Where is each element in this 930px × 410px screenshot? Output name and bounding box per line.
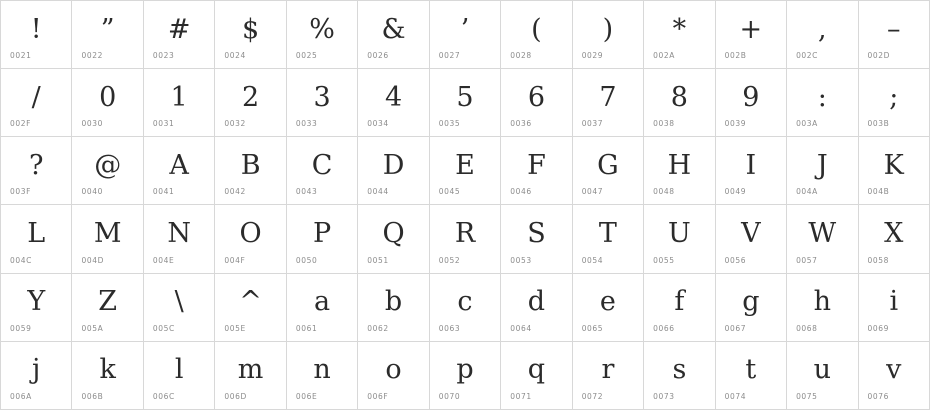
glyph-cell-0058 xyxy=(859,205,930,273)
glyph-character: E xyxy=(455,149,475,181)
glyph-cell-005E xyxy=(215,274,286,342)
glyph-cell-006A xyxy=(1,342,72,410)
glyph-cell-006B xyxy=(72,342,143,410)
glyph-cell-0057 xyxy=(787,205,858,273)
glyph-cell-0023 xyxy=(144,1,215,69)
glyph-codepoint: 004D xyxy=(81,255,104,265)
glyph-character: I xyxy=(745,149,757,181)
glyph-cell-0071 xyxy=(501,342,572,410)
glyph-cell-0039 xyxy=(716,69,787,137)
glyph-character: P xyxy=(312,217,332,249)
glyph-character: ) xyxy=(602,13,614,45)
glyph-cell-0040 xyxy=(72,137,143,205)
glyph-cell-0048 xyxy=(644,137,715,205)
glyph-codepoint: 003F xyxy=(10,187,32,197)
glyph-character: e xyxy=(599,286,616,318)
glyph-codepoint: 003A xyxy=(796,119,818,129)
glyph-codepoint: 0039 xyxy=(724,119,747,129)
glyph-codepoint: 002D xyxy=(867,51,891,61)
glyph-character: c xyxy=(457,286,473,318)
glyph-character: 4 xyxy=(384,81,403,113)
glyph-codepoint: 002B xyxy=(724,51,747,61)
glyph-character: J xyxy=(816,149,828,181)
glyph-codepoint: 0048 xyxy=(653,187,675,197)
glyph-cell-0033 xyxy=(287,69,358,137)
glyph-cell-0037 xyxy=(573,69,644,137)
glyph-cell-0024 xyxy=(215,1,286,69)
glyph-character: # xyxy=(167,13,191,45)
glyph-codepoint: 0046 xyxy=(510,187,532,197)
glyph-cell-0067 xyxy=(716,274,787,342)
glyph-codepoint: 0040 xyxy=(81,187,103,197)
glyph-cell-003A xyxy=(787,69,858,137)
glyph-cell-0064 xyxy=(501,274,572,342)
glyph-codepoint: 006A xyxy=(10,391,32,401)
glyph-character: 0 xyxy=(99,81,117,113)
glyph-character: R xyxy=(454,217,476,249)
glyph-character: ! xyxy=(30,13,42,45)
glyph-character: B xyxy=(240,149,261,181)
glyph-cell-0026 xyxy=(358,1,429,69)
glyph-codepoint: 0067 xyxy=(724,323,747,333)
glyph-codepoint: 0023 xyxy=(152,51,175,61)
glyph-cell-002B xyxy=(716,1,787,69)
glyph-character: F xyxy=(527,149,546,181)
glyph-character: s xyxy=(672,354,687,386)
glyph-codepoint: 0059 xyxy=(10,323,32,333)
glyph-cell-0074 xyxy=(716,342,787,410)
glyph-cell-0063 xyxy=(430,274,501,342)
glyph-character: , xyxy=(818,13,827,45)
glyph-codepoint: 0065 xyxy=(581,323,604,333)
glyph-character: ? xyxy=(28,149,44,181)
glyph-cell-006E xyxy=(287,342,358,410)
glyph-codepoint: 002C xyxy=(796,51,819,61)
glyph-codepoint: 003B xyxy=(867,119,890,129)
glyph-character: 3 xyxy=(313,81,331,113)
glyph-codepoint: 002F xyxy=(10,119,32,129)
glyph-character: Q xyxy=(382,217,405,249)
glyph-codepoint: 0075 xyxy=(796,391,818,401)
glyph-cell-004E xyxy=(144,205,215,273)
glyph-codepoint: 0045 xyxy=(438,187,461,197)
glyph-codepoint: 0021 xyxy=(10,51,32,61)
glyph-character: 2 xyxy=(242,81,260,113)
glyph-character: \ xyxy=(174,286,184,318)
glyph-character: 8 xyxy=(670,81,688,113)
glyph-character: A xyxy=(169,149,189,181)
glyph-cell-0062 xyxy=(358,274,429,342)
glyph-character: ( xyxy=(531,13,542,45)
glyph-codepoint: 0058 xyxy=(867,255,890,265)
glyph-cell-0051 xyxy=(358,205,429,273)
glyph-character: G xyxy=(597,149,619,181)
glyph-cell-0035 xyxy=(430,69,501,137)
glyph-cell-0029 xyxy=(573,1,644,69)
glyph-codepoint: 0035 xyxy=(438,119,461,129)
glyph-character: W xyxy=(808,217,837,249)
glyph-cell-0022 xyxy=(72,1,143,69)
glyph-cell-0036 xyxy=(501,69,572,137)
glyph-cell-0045 xyxy=(430,137,501,205)
glyph-codepoint: 0037 xyxy=(581,119,604,129)
glyph-character: & xyxy=(381,13,406,45)
glyph-cell-0027 xyxy=(430,1,501,69)
glyph-cell-006D xyxy=(215,342,286,410)
glyph-codepoint: 0024 xyxy=(224,51,246,61)
glyph-codepoint: 0030 xyxy=(81,119,103,129)
glyph-codepoint: 0069 xyxy=(867,323,890,333)
glyph-character: b xyxy=(384,286,403,318)
glyph-character: n xyxy=(313,354,331,386)
glyph-codepoint: 0025 xyxy=(295,51,318,61)
glyph-character: Y xyxy=(27,286,46,318)
glyph-codepoint: 0029 xyxy=(581,51,604,61)
glyph-cell-002A xyxy=(644,1,715,69)
glyph-character: * xyxy=(672,13,687,45)
glyph-codepoint: 0044 xyxy=(367,187,389,197)
glyph-cell-0034 xyxy=(358,69,429,137)
glyph-character: L xyxy=(27,217,46,249)
glyph-cell-0025 xyxy=(287,1,358,69)
glyph-codepoint: 0071 xyxy=(510,391,532,401)
glyph-cell-004B xyxy=(859,137,930,205)
glyph-codepoint: 0072 xyxy=(581,391,604,401)
glyph-cell-0046 xyxy=(501,137,572,205)
glyph-cell-0061 xyxy=(287,274,358,342)
glyph-cell-0044 xyxy=(358,137,429,205)
glyph-character: : xyxy=(817,81,827,113)
glyph-character: H xyxy=(667,149,692,181)
glyph-character: U xyxy=(667,217,691,249)
glyph-character: p xyxy=(456,354,474,386)
glyph-character: S xyxy=(527,217,546,249)
glyph-cell-0030 xyxy=(72,69,143,137)
glyph-codepoint: 006E xyxy=(295,391,318,401)
glyph-character: 7 xyxy=(599,81,617,113)
glyph-codepoint: 0062 xyxy=(367,323,389,333)
glyph-codepoint: 0049 xyxy=(724,187,747,197)
glyph-character: O xyxy=(239,217,262,249)
glyph-character: $ xyxy=(242,13,260,45)
glyph-cell-0069 xyxy=(859,274,930,342)
glyph-codepoint: 0068 xyxy=(796,323,818,333)
glyph-cell-002C xyxy=(787,1,858,69)
glyph-codepoint: 0053 xyxy=(510,255,532,265)
glyph-character: @ xyxy=(94,149,122,181)
glyph-cell-0028 xyxy=(501,1,572,69)
glyph-codepoint: 0055 xyxy=(653,255,675,265)
glyph-codepoint: 0051 xyxy=(367,255,389,265)
glyph-character: V xyxy=(741,217,761,249)
glyph-character: r xyxy=(601,354,615,386)
glyph-character: + xyxy=(739,13,763,45)
glyph-codepoint: 0073 xyxy=(653,391,675,401)
glyph-cell-005A xyxy=(72,274,143,342)
glyph-character: t xyxy=(745,354,757,386)
glyph-character: ^ xyxy=(239,286,262,318)
glyph-codepoint: 0041 xyxy=(152,187,175,197)
glyph-character: 5 xyxy=(456,81,474,113)
glyph-codepoint: 004B xyxy=(867,187,890,197)
glyph-character: C xyxy=(311,149,333,181)
glyph-codepoint: 004F xyxy=(224,255,246,265)
glyph-character: T xyxy=(598,217,617,249)
glyph-codepoint: 0033 xyxy=(295,119,318,129)
glyph-codepoint: 0042 xyxy=(224,187,246,197)
glyph-cell-0041 xyxy=(144,137,215,205)
glyph-cell-0052 xyxy=(430,205,501,273)
glyph-cell-0068 xyxy=(787,274,858,342)
glyph-character: ” xyxy=(100,13,115,45)
glyph-codepoint: 0070 xyxy=(438,391,461,401)
glyph-codepoint: 0034 xyxy=(367,119,389,129)
glyph-character: % xyxy=(309,13,335,45)
glyph-codepoint: 0066 xyxy=(653,323,675,333)
glyph-codepoint: 005E xyxy=(224,323,246,333)
glyph-codepoint: 0043 xyxy=(295,187,318,197)
glyph-cell-003F xyxy=(1,137,72,205)
glyph-cell-0073 xyxy=(644,342,715,410)
glyph-cell-005C xyxy=(144,274,215,342)
glyph-character: m xyxy=(237,354,264,386)
glyph-cell-0054 xyxy=(573,205,644,273)
glyph-cell-006F xyxy=(358,342,429,410)
glyph-character: 1 xyxy=(170,81,188,113)
glyph-cell-0055 xyxy=(644,205,715,273)
glyph-codepoint: 005C xyxy=(152,323,175,333)
glyph-codepoint: 004E xyxy=(152,255,175,265)
glyph-codepoint: 0056 xyxy=(724,255,747,265)
glyph-character: ’ xyxy=(460,13,470,45)
glyph-cell-0053 xyxy=(501,205,572,273)
glyph-codepoint: 005A xyxy=(81,323,104,333)
glyph-codepoint: 0064 xyxy=(510,323,532,333)
glyph-character: – xyxy=(887,13,901,45)
glyph-character: 6 xyxy=(527,81,546,113)
glyph-codepoint: 0038 xyxy=(653,119,675,129)
glyph-character: h xyxy=(813,286,831,318)
glyph-codepoint: 0022 xyxy=(81,51,103,61)
glyph-codepoint: 004C xyxy=(10,255,32,265)
glyph-codepoint: 0076 xyxy=(867,391,890,401)
glyph-character: v xyxy=(886,354,902,386)
glyph-cell-0038 xyxy=(644,69,715,137)
glyph-character: ; xyxy=(889,81,899,113)
glyph-codepoint: 0054 xyxy=(581,255,604,265)
glyph-character: N xyxy=(167,217,191,249)
glyph-codepoint: 0052 xyxy=(438,255,461,265)
glyph-cell-0049 xyxy=(716,137,787,205)
glyph-cell-002F xyxy=(1,69,72,137)
glyph-cell-0075 xyxy=(787,342,858,410)
glyph-character: g xyxy=(742,286,760,318)
glyph-character: i xyxy=(889,286,899,318)
glyph-codepoint: 0032 xyxy=(224,119,246,129)
glyph-character: K xyxy=(883,149,904,181)
glyph-cell-0059 xyxy=(1,274,72,342)
glyph-cell-003B xyxy=(859,69,930,137)
glyph-character: u xyxy=(813,354,831,386)
glyph-codepoint: 0074 xyxy=(724,391,747,401)
glyph-character: 9 xyxy=(742,81,760,113)
glyph-character: d xyxy=(527,286,546,318)
glyph-codepoint: 0061 xyxy=(295,323,318,333)
glyph-cell-0070 xyxy=(430,342,501,410)
glyph-codepoint: 0026 xyxy=(367,51,389,61)
glyph-codepoint: 0031 xyxy=(152,119,175,129)
glyph-cell-004F xyxy=(215,205,286,273)
glyph-character: o xyxy=(385,354,402,386)
glyph-character: f xyxy=(674,286,685,318)
glyph-codepoint: 006F xyxy=(367,391,389,401)
glyph-cell-0047 xyxy=(573,137,644,205)
glyph-character: / xyxy=(31,81,41,113)
glyph-codepoint: 0028 xyxy=(510,51,532,61)
glyph-cell-002D xyxy=(859,1,930,69)
glyph-cell-004D xyxy=(72,205,143,273)
glyph-cell-0050 xyxy=(287,205,358,273)
glyph-codepoint: 006B xyxy=(81,391,104,401)
glyph-character: l xyxy=(174,354,184,386)
glyph-codepoint: 0036 xyxy=(510,119,532,129)
glyph-character: M xyxy=(93,217,122,249)
glyph-character: D xyxy=(382,149,405,181)
glyph-cell-006C xyxy=(144,342,215,410)
glyph-cell-004C xyxy=(1,205,72,273)
glyph-cell-0043 xyxy=(287,137,358,205)
glyph-character: Z xyxy=(98,286,118,318)
glyph-character: a xyxy=(314,286,331,318)
glyph-cell-004A xyxy=(787,137,858,205)
glyph-character: k xyxy=(99,354,116,386)
glyph-cell-0072 xyxy=(573,342,644,410)
glyph-codepoint: 0057 xyxy=(796,255,818,265)
glyph-codepoint: 004A xyxy=(796,187,818,197)
glyph-cell-0031 xyxy=(144,69,215,137)
glyph-character: q xyxy=(527,354,546,386)
glyph-cell-0065 xyxy=(573,274,644,342)
glyph-cell-0076 xyxy=(859,342,930,410)
glyph-codepoint: 0063 xyxy=(438,323,461,333)
glyph-cell-0056 xyxy=(716,205,787,273)
glyph-character: X xyxy=(884,217,904,249)
glyph-codepoint: 0047 xyxy=(581,187,604,197)
glyph-cell-0066 xyxy=(644,274,715,342)
glyph-codepoint: 0050 xyxy=(295,255,318,265)
glyph-cell-0042 xyxy=(215,137,286,205)
glyph-cell-0021 xyxy=(1,1,72,69)
glyph-cell-0032 xyxy=(215,69,286,137)
glyph-codepoint: 006C xyxy=(152,391,175,401)
glyph-codepoint: 006D xyxy=(224,391,247,401)
glyph-codepoint: 0027 xyxy=(438,51,461,61)
glyph-codepoint: 002A xyxy=(653,51,675,61)
glyph-character: j xyxy=(32,354,41,386)
